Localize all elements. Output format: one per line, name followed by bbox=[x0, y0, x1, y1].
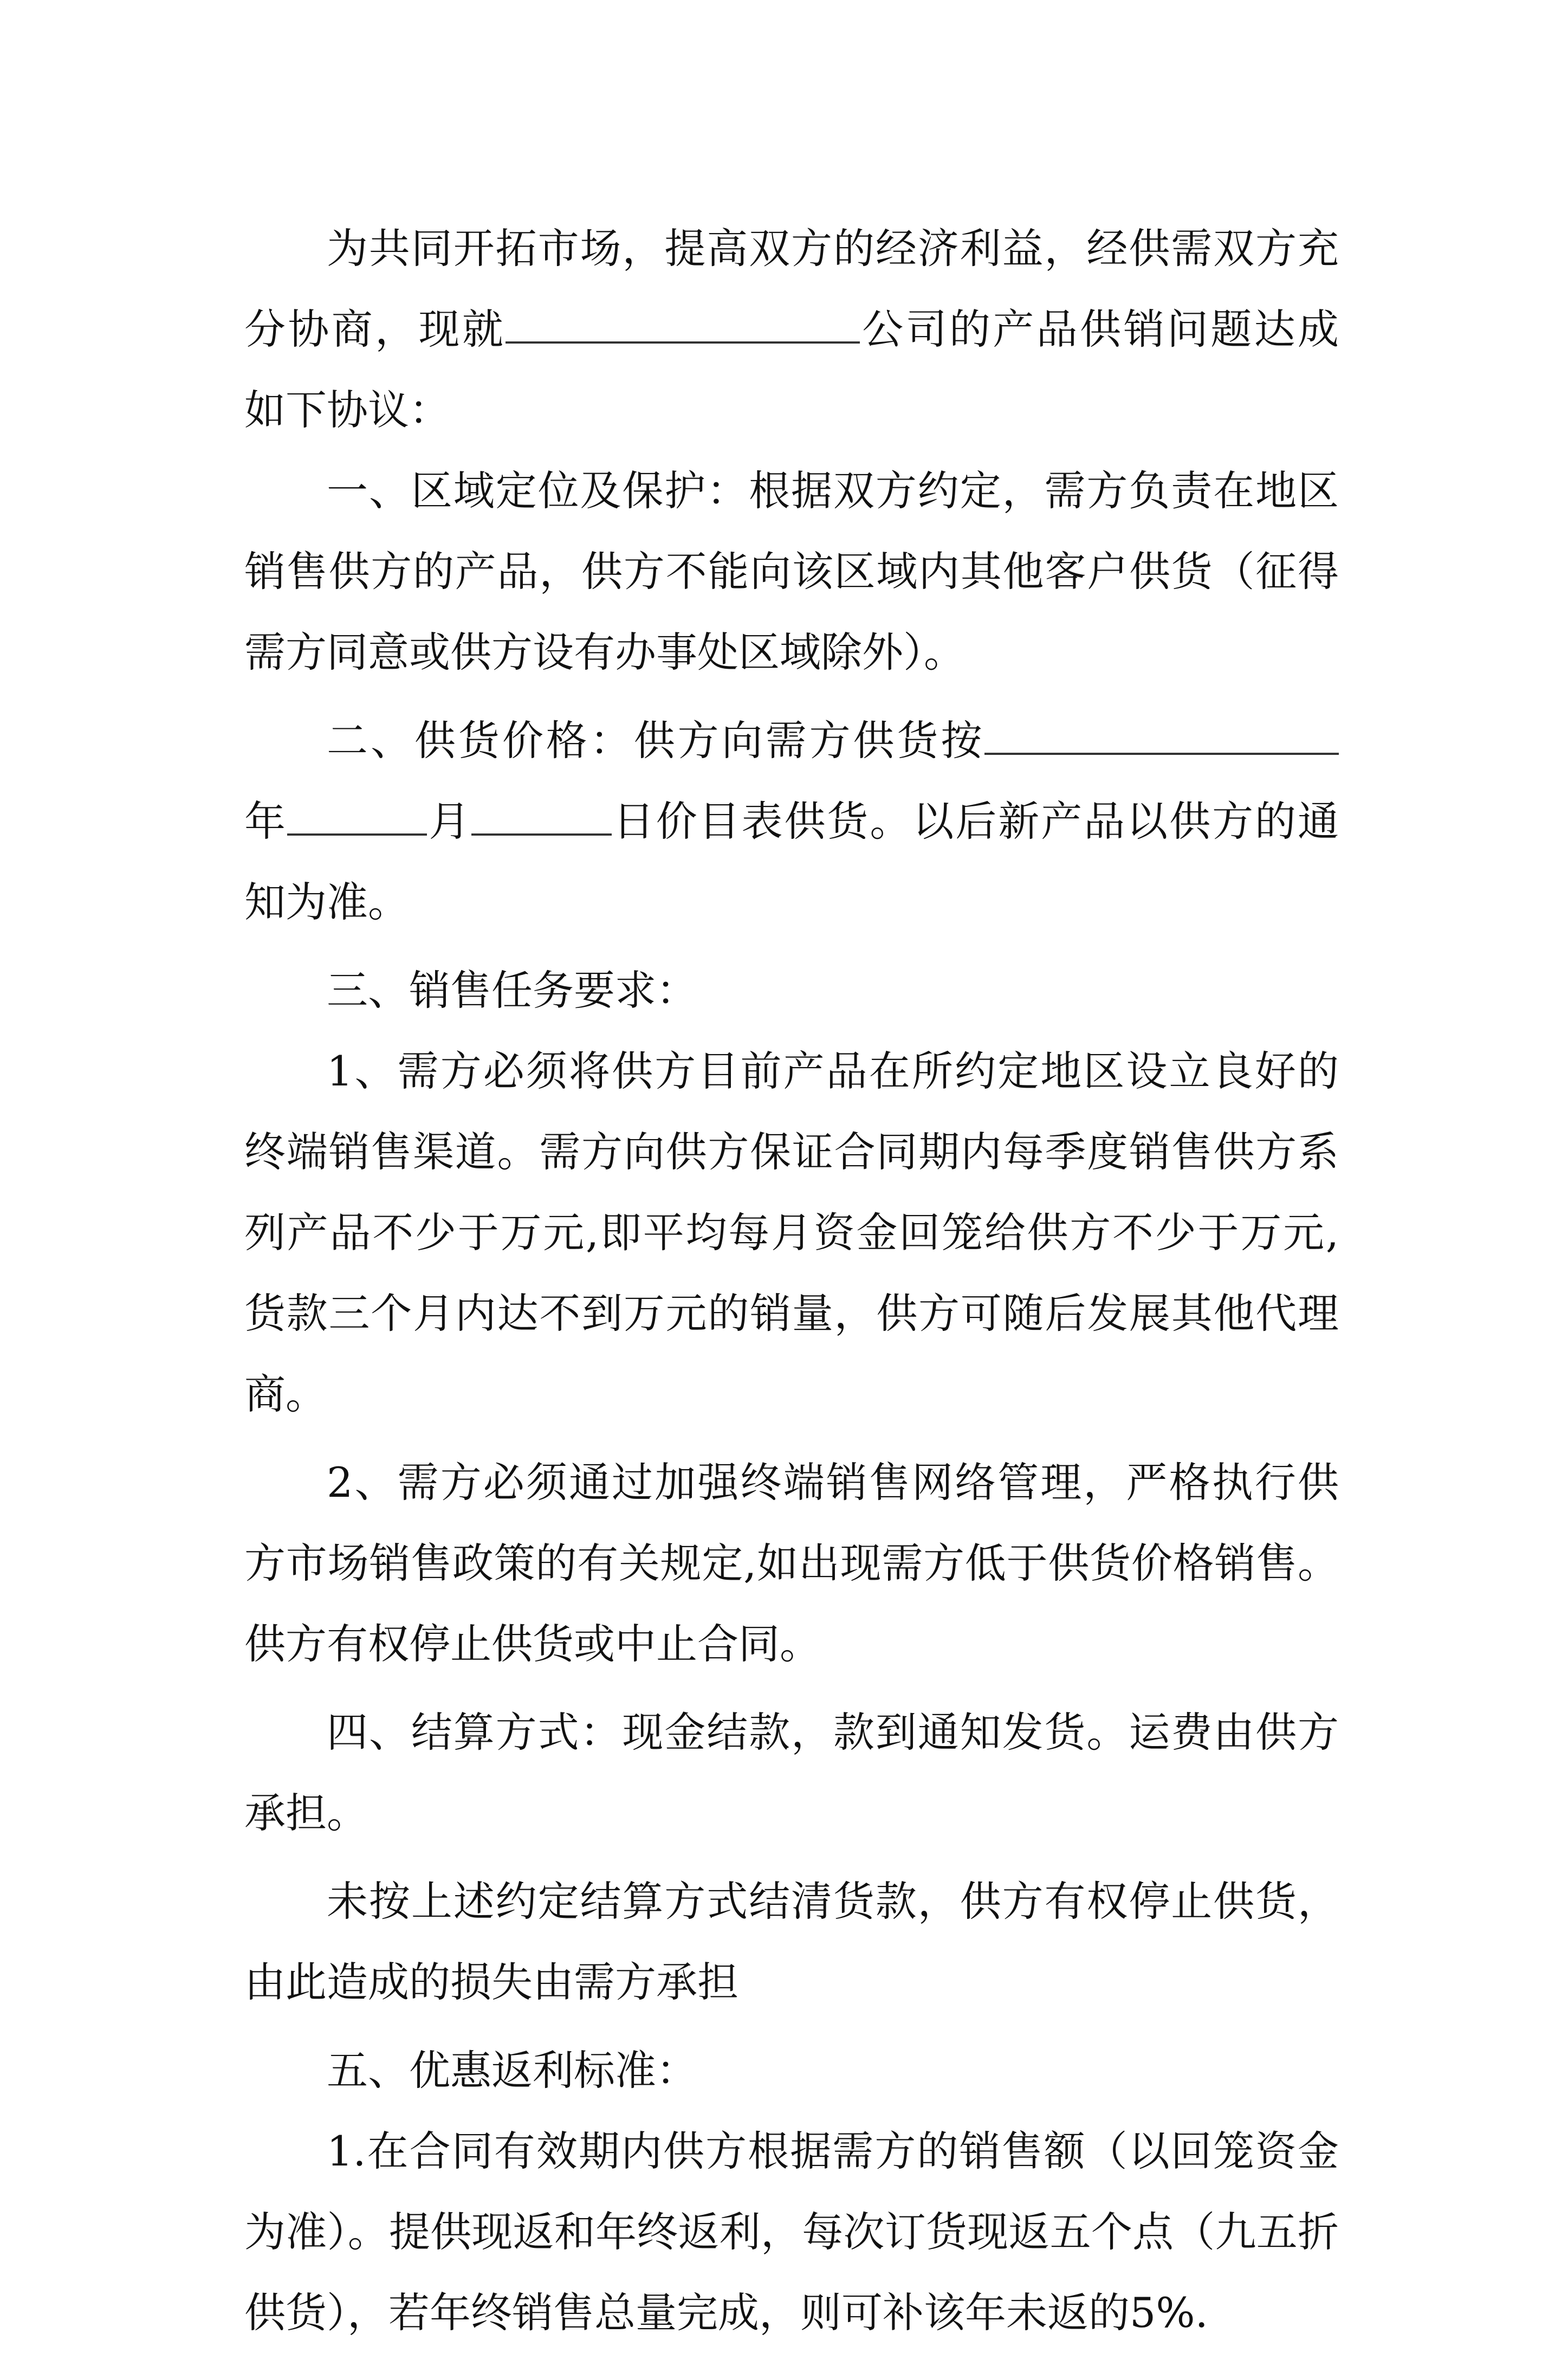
paragraph-section-4-note: 未按上述约定结算方式结清货款，供方有权停止供货，由此造成的损失由需方承担 bbox=[244, 1877, 1339, 2006]
intro-text-1: 为共同开拓市场，提高双方的经济利益，经供需双方充分协商，现就 bbox=[244, 224, 1339, 353]
paragraph-section-3-item-1: 1、需方必须将供方目前产品在所约定地区设立良好的终端销售渠道。需方向供方保证合同期内每季度销售供方系列产品不少于万元,即平均每月资金回笼给供方不少于万元,货款三个月内达不到万元的销量，供方可随后发展其他代理商。 bbox=[244, 1047, 1339, 1418]
intro-text-2: 公司的产品供销问题达成如下协议： bbox=[244, 305, 1339, 434]
paragraph-section-2 bbox=[244, 700, 1339, 942]
document-body bbox=[244, 208, 1339, 2353]
paragraph-section-3-item-2: 2、需方必须通过加强终端销售网络管理，严格执行供方市场销售政策的有关规定,如出现需方低于供货价格销售。供方有权停止供货或中止合同。 bbox=[244, 1458, 1339, 1668]
paragraph-section-5-item-1: 1.在合同有效期内供方根据需方的销售额（以回笼资金为准）。提供现返和年终返利，每次订货现返五个点（九五折供货），若年终销售总量完成，则可补该年未返的5%. bbox=[244, 2127, 1339, 2337]
year-blank bbox=[984, 714, 1339, 755]
paragraph-section-3: 三、销售任务要求： bbox=[327, 966, 697, 1014]
year-label: 年 bbox=[244, 797, 287, 845]
day-blank bbox=[471, 794, 611, 836]
paragraph-section-5: 五、优惠返利标准： bbox=[327, 2046, 697, 2095]
month-blank bbox=[287, 794, 427, 836]
paragraph-section-1: 一、区域定位及保护：根据双方约定，需方负责在地区销售供方的产品，供方不能向该区域内其他客户供货（征得需方同意或供方设有办事处区域除外）。 bbox=[244, 467, 1339, 676]
section-2-text-1: 二、供货价格：供方向需方供货按 bbox=[327, 716, 985, 765]
paragraph-intro bbox=[244, 208, 1339, 450]
company-name-blank bbox=[506, 302, 860, 344]
paragraph-section-4: 四、结算方式：现金结款，款到通知发货。运费由供方承担。 bbox=[244, 1708, 1339, 1837]
section-2-text-2: 日价目表供货。以后新产品以供方的通知为准。 bbox=[244, 797, 1339, 926]
month-label: 月 bbox=[427, 797, 472, 845]
